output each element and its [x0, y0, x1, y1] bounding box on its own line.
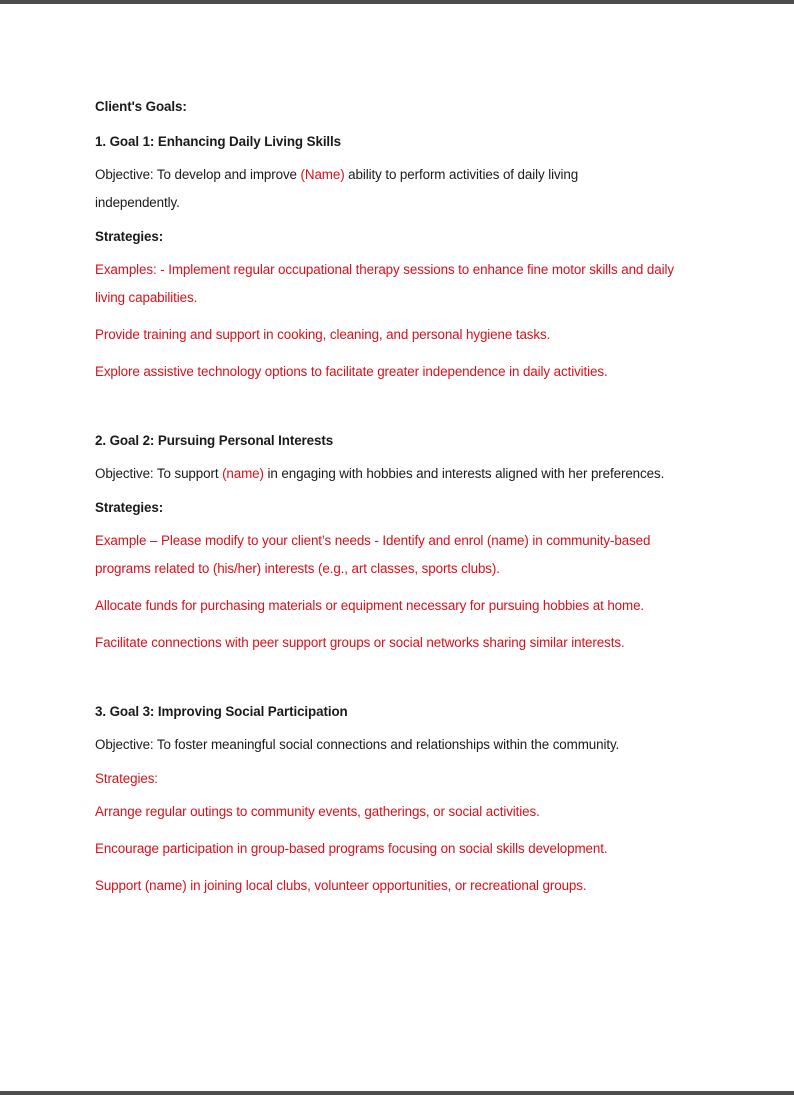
goal-3-objective: Objective: To foster meaningful social connections and relationships within the community.: [95, 737, 620, 752]
goal-1-objective-prefix: Objective: To develop and improve: [95, 167, 301, 182]
goal-1-objective: [95, 161, 660, 217]
goal-3-title: 3. Goal 3: Improving Social Participation: [95, 704, 348, 719]
goal-3-strategy-2: Encourage participation in group-based programs focusing on social skills development.: [95, 841, 608, 856]
page-bottom-border: [0, 1091, 794, 1095]
goal-1-strategies-label: Strategies:: [95, 229, 164, 244]
goal-3-strategies-label: Strategies:: [95, 771, 158, 786]
goal-1-objective-suffix: ability to perform activities of daily living independently.: [95, 167, 579, 210]
goal-2-strategy-3: Facilitate connections with peer support groups or social networks sharing similar interests.: [95, 635, 625, 650]
goal-2-objective-prefix: Objective: To support: [95, 466, 223, 481]
goal-2-strategy-2: Allocate funds for purchasing materials or equipment necessary for pursuing hobbies at home.: [95, 598, 645, 613]
clients-goals-heading: Client's Goals:: [95, 99, 187, 114]
goal-1-strategy-2: Provide training and support in cooking, cleaning, and personal hygiene tasks.: [95, 327, 551, 342]
goal-2-objective-suffix: in engaging with hobbies and interests aligned with her preferences.: [263, 466, 665, 481]
goal-2-name-placeholder: (name): [222, 466, 264, 481]
document-page: [95, 96, 735, 900]
goal-1-title: 1. Goal 1: Enhancing Daily Living Skills: [95, 134, 342, 149]
goal-1-section: [95, 131, 735, 386]
goal-1-name-placeholder: (Name): [300, 167, 345, 182]
goal-2-section: [95, 430, 735, 657]
goal-2-strategies-label: Strategies:: [95, 500, 164, 515]
goal-3-section: [95, 701, 735, 900]
goal-1-strategy-3: Explore assistive technology options to facilitate greater independence in daily activities.: [95, 364, 608, 379]
page-top-border: [0, 0, 794, 4]
goal-3-strategy-3: Support (name) in joining local clubs, volunteer opportunities, or recreational groups.: [95, 878, 587, 893]
goal-3-strategy-1: Arrange regular outings to community events, gatherings, or social activities.: [95, 804, 540, 819]
goal-1-strategy-1: Examples: - Implement regular occupational therapy sessions to enhance fine motor skills and daily living capabilities.: [95, 262, 674, 305]
goal-2-objective: [95, 460, 670, 488]
goal-2-strategy-1: Example – Please modify to your client’s needs - Identify and enrol (name) in community-based programs related to (his/her) interests (e.g., art classes, sports clubs).: [95, 533, 651, 576]
goal-2-title: 2. Goal 2: Pursuing Personal Interests: [95, 433, 334, 448]
